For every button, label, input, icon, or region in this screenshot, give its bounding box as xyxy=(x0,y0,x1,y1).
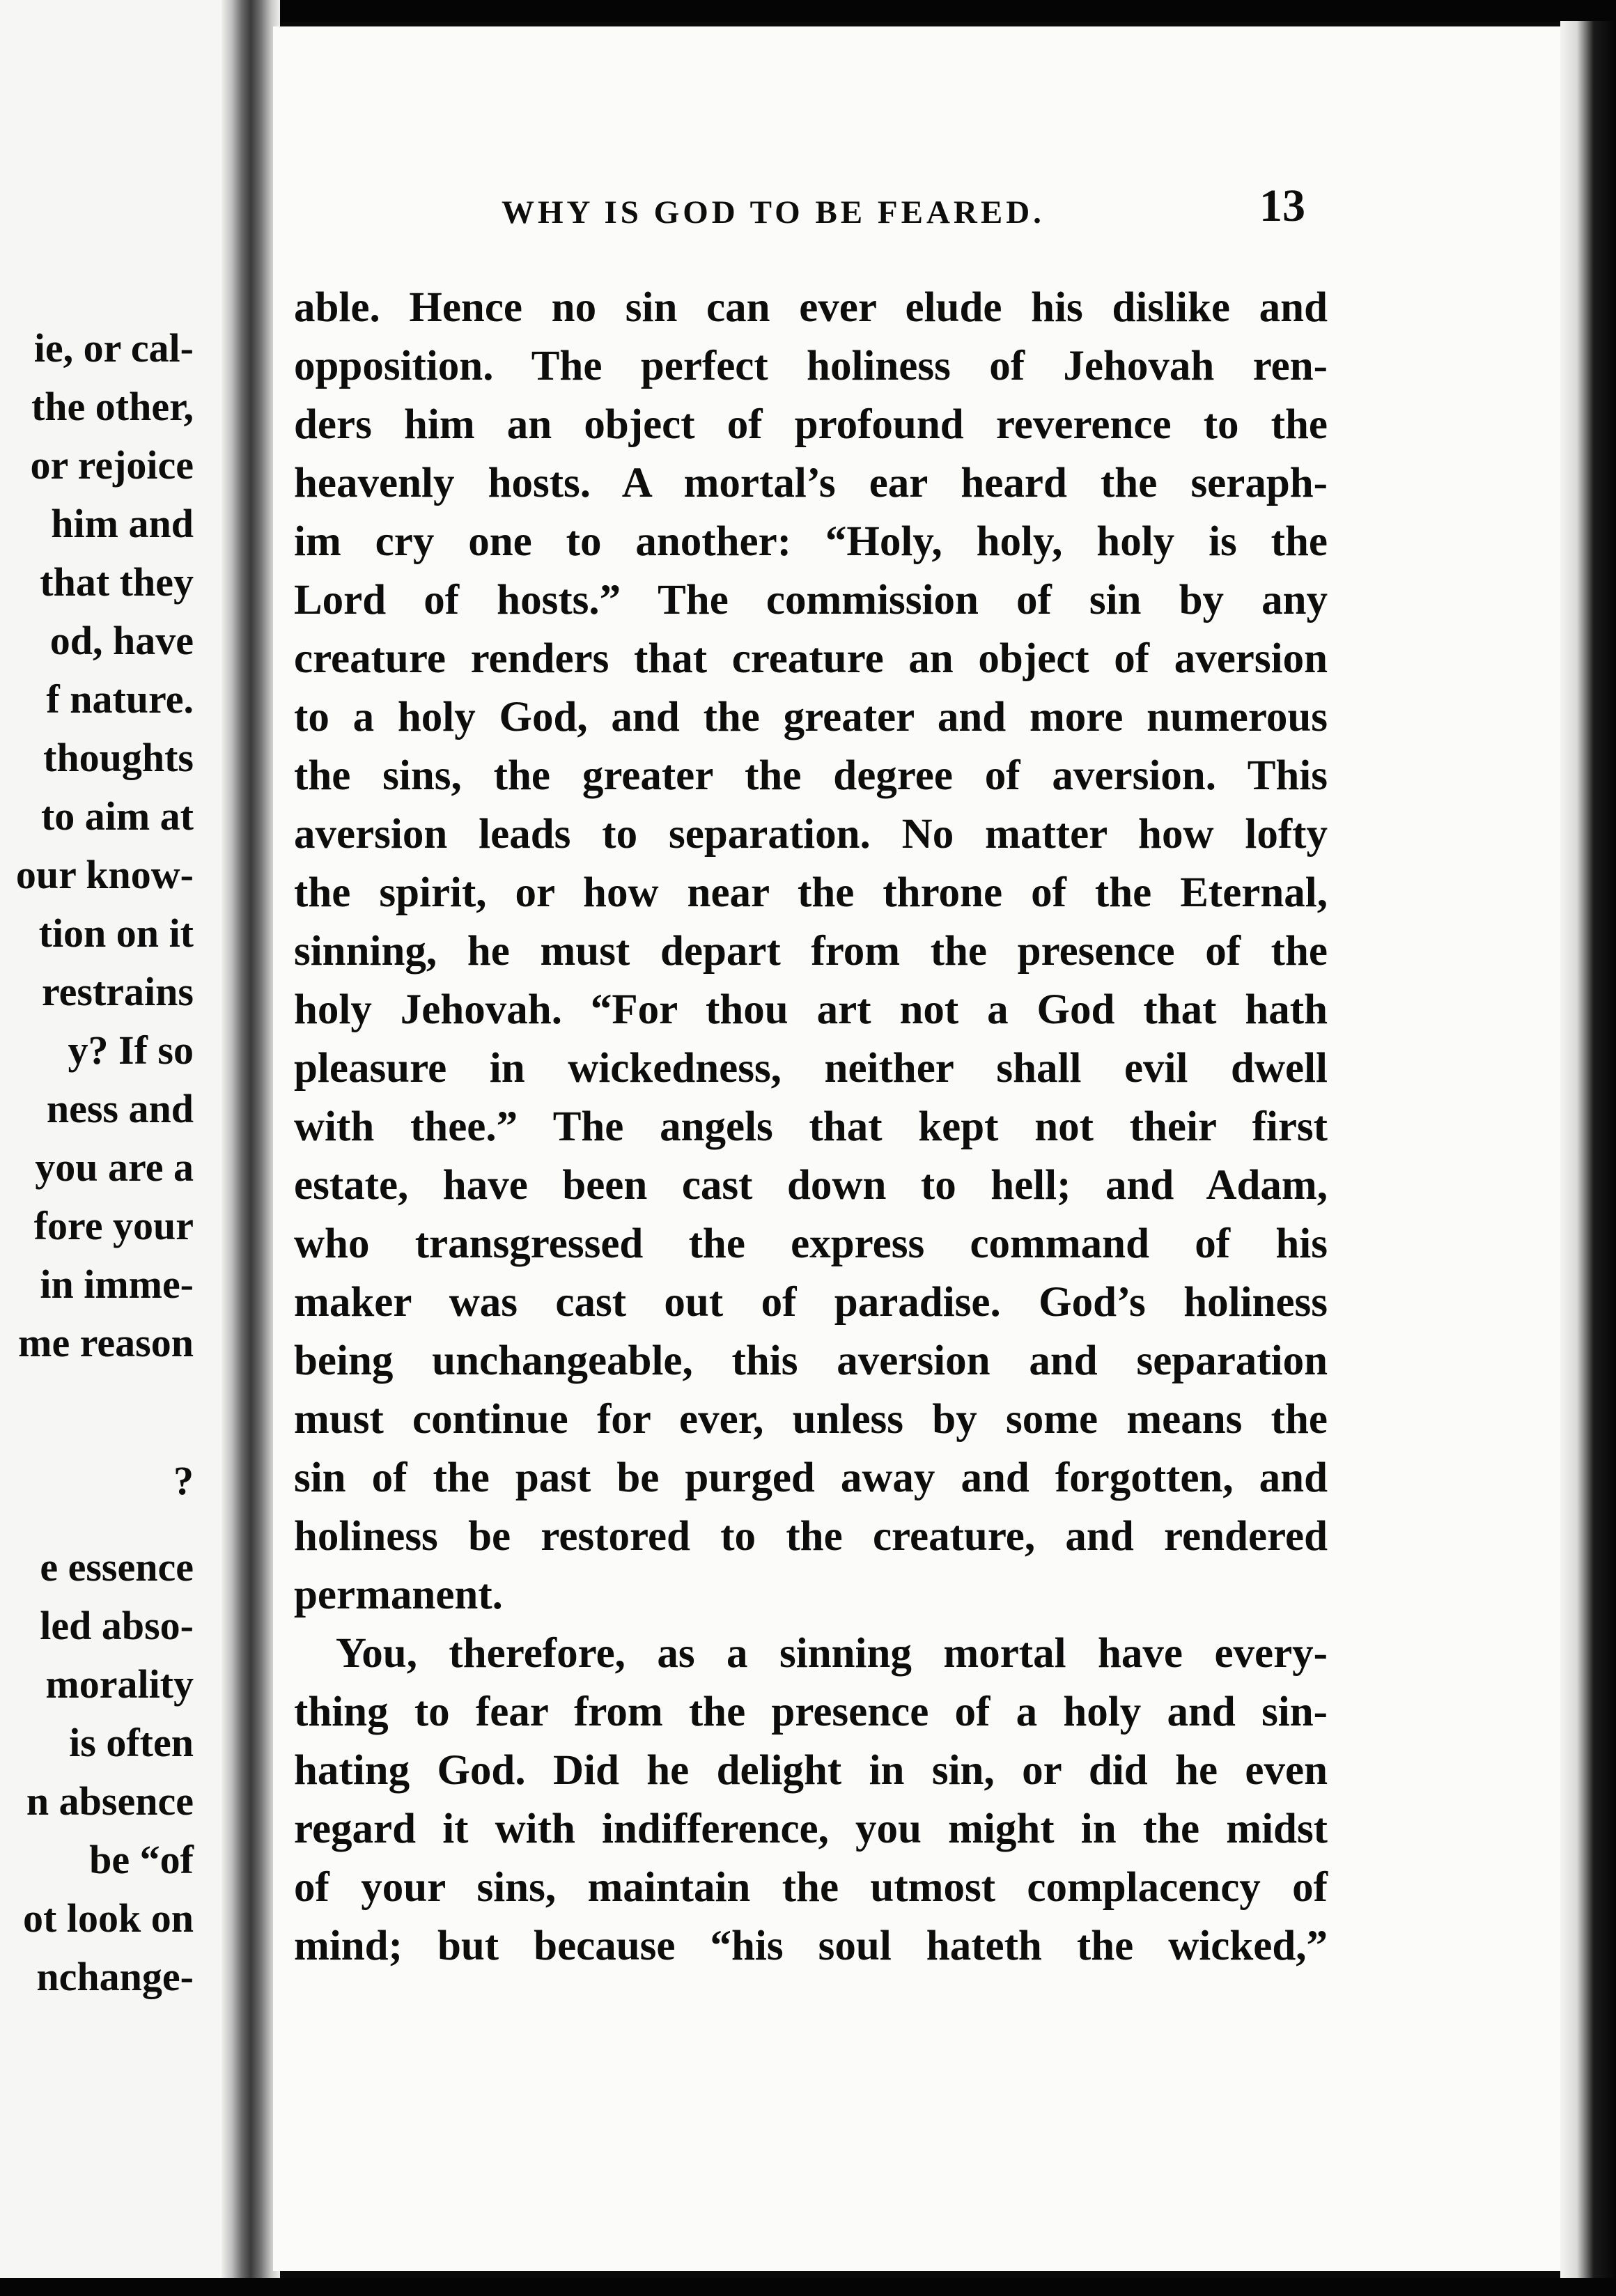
facing-line: ot look on xyxy=(23,1895,194,1941)
facing-line: led abso- xyxy=(40,1603,194,1648)
text-line: holy Jehovah. “For thou art not a God that hath xyxy=(294,986,1328,1033)
text-line: sin of the past be purged away and forgotten, and xyxy=(294,1455,1328,1501)
facing-line: is often xyxy=(69,1720,194,1765)
facing-line: you are a xyxy=(35,1145,194,1190)
text-line: creature renders that creature an object of aversion xyxy=(294,635,1328,682)
facing-line: od, have xyxy=(49,618,194,663)
facing-line: ? xyxy=(173,1458,194,1503)
book-gutter xyxy=(222,0,280,2296)
text-line: pleasure in wickedness, neither shall evil dwell xyxy=(294,1045,1328,1092)
facing-line: morality xyxy=(45,1661,194,1707)
facing-line: be “of xyxy=(89,1837,194,1882)
text-line: opposition. The perfect holiness of Jehovah ren- xyxy=(294,343,1328,389)
facing-page-text xyxy=(0,0,230,2296)
text-line: thing to fear from the presence of a holy and sin- xyxy=(294,1689,1328,1735)
facing-line: n absence xyxy=(26,1778,194,1824)
text-line: to a holy God, and the greater and more numerous xyxy=(294,694,1328,740)
facing-line: the other, xyxy=(31,384,194,429)
text-line: who transgressed the express command of his xyxy=(294,1220,1328,1267)
text-line: regard it with indifference, you might in the midst xyxy=(294,1806,1328,1852)
running-head: WHY IS GOD TO BE FEARED. xyxy=(502,194,1045,231)
facing-line: in imme- xyxy=(40,1262,194,1307)
text-line: mind; but because “his soul hateth the wicked,” xyxy=(294,1923,1328,1969)
facing-line: or rejoice xyxy=(30,442,194,488)
facing-line: our know- xyxy=(15,852,194,897)
text-line: estate, have been cast down to hell; and Adam, xyxy=(294,1162,1328,1209)
facing-line: y? If so xyxy=(68,1027,194,1073)
text-line: the spirit, or how near the throne of the Eternal, xyxy=(294,869,1328,916)
page-number: 13 xyxy=(1259,180,1305,231)
text-line: You, therefore, as a sinning mortal have every- xyxy=(336,1630,1328,1677)
text-line: with thee.” The angels that kept not their first xyxy=(294,1103,1328,1150)
text-line: Lord of hosts.” The commission of sin by any xyxy=(294,577,1328,623)
facing-line: him and xyxy=(51,501,194,546)
facing-line: e essence xyxy=(40,1544,194,1590)
facing-line: tion on it xyxy=(38,910,194,956)
facing-line: restrains xyxy=(41,969,194,1014)
text-line: im cry one to another: “Holy, holy, holy is the xyxy=(294,518,1328,565)
text-line: must continue for ever, unless by some means the xyxy=(294,1396,1328,1443)
text-line: able. Hence no sin can ever elude his dislike and xyxy=(294,284,1328,331)
page-edge-shadow xyxy=(1560,21,1616,2278)
facing-page-left xyxy=(0,0,230,2296)
facing-line: me reason xyxy=(18,1320,194,1365)
scan-border-bottom xyxy=(0,2278,1616,2296)
text-line: holiness be restored to the creature, and rendered xyxy=(294,1513,1328,1560)
facing-line: thoughts xyxy=(43,735,194,780)
facing-line: to aim at xyxy=(40,793,194,839)
facing-line: ness and xyxy=(46,1086,194,1131)
text-line: sinning, he must depart from the presence of the xyxy=(294,928,1328,975)
facing-line: ie, or cal- xyxy=(33,325,194,371)
text-line: aversion leads to separation. No matter how lofty xyxy=(294,811,1328,858)
text-line: heavenly hosts. A mortal’s ear heard the seraph- xyxy=(294,460,1328,506)
text-line: hating God. Did he delight in sin, or did he even xyxy=(294,1747,1328,1794)
text-line: being unchangeable, this aversion and separation xyxy=(294,1337,1328,1384)
text-line: the sins, the greater the degree of aversion. This xyxy=(294,752,1328,799)
text-line: of your sins, maintain the utmost complacency of xyxy=(294,1864,1328,1911)
facing-line: fore your xyxy=(33,1203,194,1248)
text-line: maker was cast out of paradise. God’s holiness xyxy=(294,1279,1328,1326)
text-line: permanent. xyxy=(294,1572,503,1618)
text-line: ders him an object of profound reverence to the xyxy=(294,401,1328,448)
facing-line: that they xyxy=(40,559,194,605)
facing-line: nchange- xyxy=(36,1954,194,1999)
facing-line: f nature. xyxy=(46,676,194,722)
